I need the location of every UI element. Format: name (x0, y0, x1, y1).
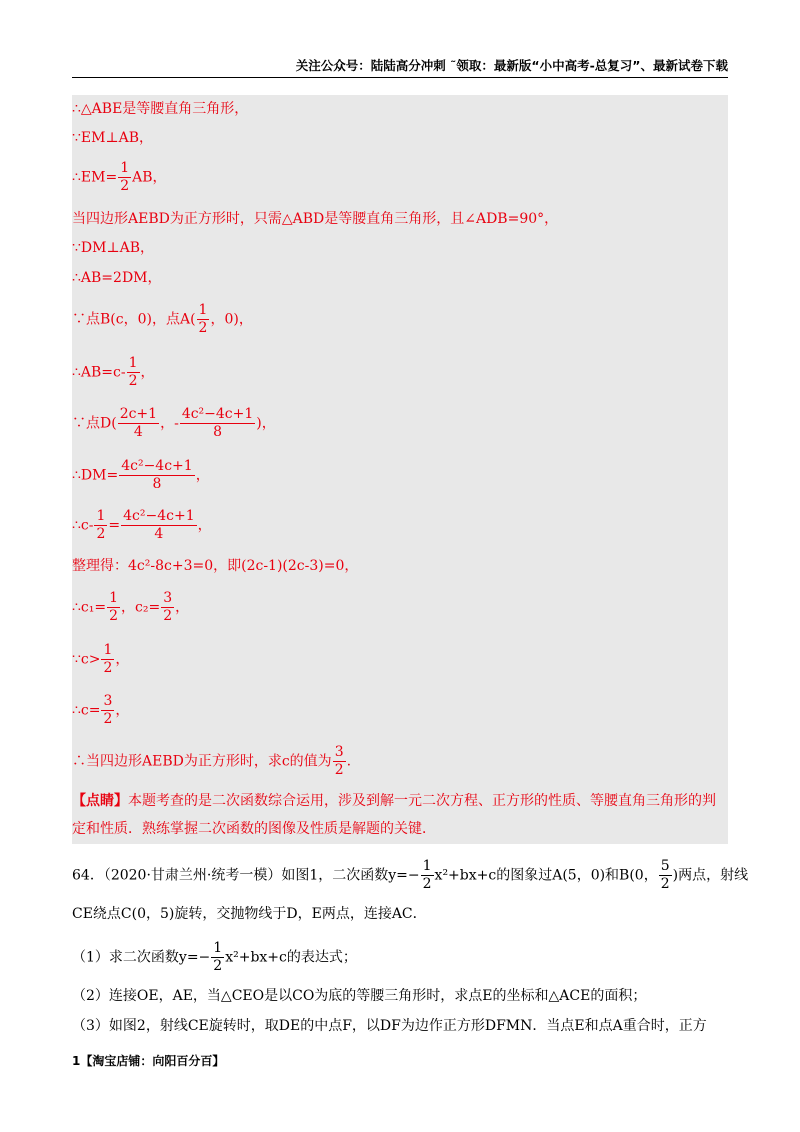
fraction: $\frac{1}{2}$ (96, 508, 106, 542)
fraction: $\frac{\text{4c²−4c+1}}{4}$ (123, 508, 195, 542)
fraction: $\frac{\text{4c²−4c+1}}{8}$ (121, 458, 193, 492)
page-footer: 1【淘宝店铺：向阳百分百】 (72, 1054, 225, 1068)
solution-line-6: ∴AB=2DM， (72, 270, 162, 286)
fraction: $\frac{5}{2}$ (660, 858, 670, 892)
solution-line-10: ∴DM= $\frac{\text{4c²−4c+1}}{8}$ ， (72, 458, 210, 492)
solution-line-2: ∵EM⊥AB， (72, 130, 154, 146)
problem-line-5: （3）如图2，射线CE旋转时，取DE的中点F，以DF为边作正方形DFMN．当点E和点A重合时，正方 (72, 1018, 707, 1034)
solution-line-16: ∴当四边形AEBD为正方形时，求c的值为 $\frac{3}{2}$ . (72, 744, 352, 778)
problem-line-2: CE绕点C(0，5)旋转，交抛物线于D，E两点，连接AC． (72, 906, 427, 922)
fraction: $\frac{1}{2}$ (213, 940, 223, 974)
solution-line-7: ∵点B(c，0)，点A( $\frac{1}{2}$ ，0)， (72, 302, 253, 336)
fraction: $\frac{1}{2}$ (109, 590, 119, 624)
fraction: $\frac{1}{2}$ (128, 355, 138, 389)
page-header: 关注公众号：陆陆高分冲刺 ˜领取：最新版“小中高考-总复习”、最新试卷下载 (72, 56, 728, 78)
fraction: $\frac{\text{4c²−4c+1}}{8}$ (181, 406, 254, 440)
solution-line-3: ∴EM= $\frac{1}{2}$ AB， (72, 160, 167, 194)
fraction: $\frac{3}{2}$ (163, 590, 173, 624)
fraction: $\frac{1}{2}$ (120, 160, 130, 194)
fraction: $\frac{3}{2}$ (334, 744, 344, 778)
problem-line-4: （2）连接OE，AE，当△CEO是以CO为底的等腰三角形时，求点E的坐标和△ACE的面积； (72, 988, 647, 1004)
fraction: $\frac{2c+1}{4}$ (119, 406, 158, 440)
solution-line-4: 当四边形AEBD为正方形时，只需△ABD是等腰直角三角形，且∠ADB=90°， (72, 211, 559, 227)
fraction: $\frac{3}{2}$ (103, 693, 113, 727)
key-point-note: 【点睛】本题考查的是二次函数综合运用，涉及到解一元二次方程、正方形的性质、等腰直角三角形的判定和性质．熟练掌握二次函数的图像及性质是解题的关键． (72, 793, 716, 837)
solution-line-13: ∴c₁= $\frac{1}{2}$ ，c₂= $\frac{3}{2}$ ， (72, 590, 190, 624)
solution-line-12: 整理得：4c²-8c+3=0，即(2c-1)(2c-3)=0， (72, 558, 359, 574)
solution-line-8: ∴AB=c- $\frac{1}{2}$ ， (72, 355, 155, 389)
solution-line-11: ∴c- $\frac{1}{2}$ = $\frac{\text{4c²−4c+1}}{4}$ ， (72, 508, 212, 542)
key-point-tag: 【点睛】 (72, 793, 128, 809)
solution-line-14: ∵c> $\frac{1}{2}$ ， (72, 642, 130, 676)
solution-line-15: ∴c= $\frac{3}{2}$ ， (72, 693, 130, 727)
problem-line-3: （1）求二次函数y=− $\frac{1}{2}$ x²+bx+c的表达式； (72, 940, 357, 974)
fraction: $\frac{1}{2}$ (103, 642, 113, 676)
fraction: $\frac{1}{2}$ (422, 858, 432, 892)
solution-line-9: ∵点D( $\frac{2c+1}{4}$ ，- $\frac{\text{4c²−4c+1}}{8}$ )， (72, 406, 276, 440)
solution-line-1: ∴△ABE是等腰直角三角形， (72, 101, 249, 117)
solution-line-5: ∵DM⊥AB， (72, 240, 155, 256)
problem-line-1: 64．（2020·甘肃兰州·统考一模）如图1，二次函数y=− $\frac{1}{2}$ x²+bx+c的图象过A(5，0)和B(0， $\frac{5}{2}$ )两点，射线 (72, 858, 749, 892)
fraction: $\frac{1}{2}$ (198, 302, 208, 336)
